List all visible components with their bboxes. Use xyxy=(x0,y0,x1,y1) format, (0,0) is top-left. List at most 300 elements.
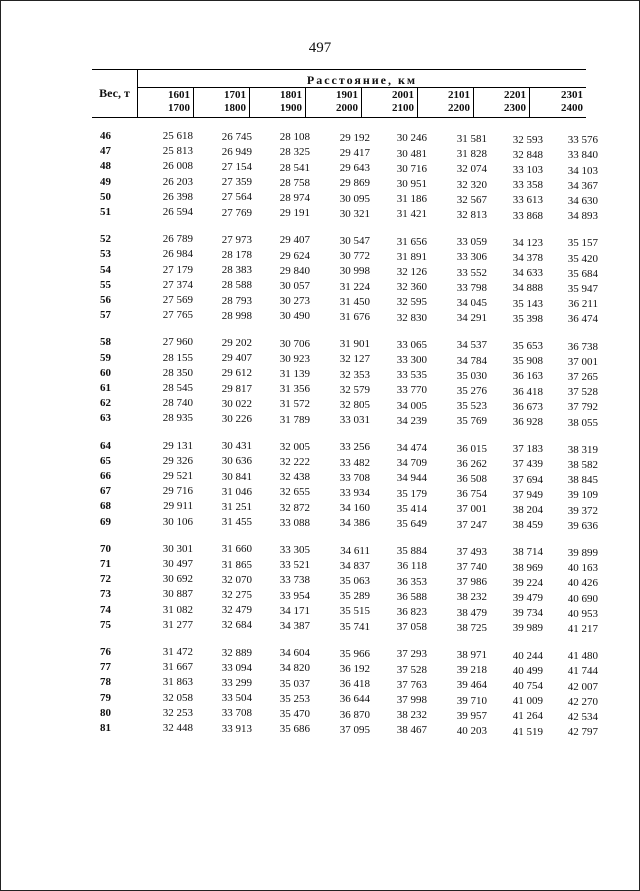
distance-header: Расстояние, км xyxy=(306,73,418,87)
range-to: 2000 xyxy=(336,102,358,114)
value-cell: 30 841 xyxy=(221,470,252,483)
value-cell: 35 157 xyxy=(567,237,598,250)
value-cell: 33 256 xyxy=(339,441,370,454)
value-cell: 39 734 xyxy=(512,607,543,620)
weight-cell: 68 xyxy=(100,500,111,513)
value-cell: 35 063 xyxy=(339,574,370,587)
weight-cell: 55 xyxy=(100,278,111,291)
value-cell: 31 676 xyxy=(339,310,370,323)
table-header xyxy=(92,69,586,118)
value-cell: 30 887 xyxy=(162,588,193,601)
table-row xyxy=(0,130,640,147)
value-cell: 30 692 xyxy=(162,573,193,586)
value-cell: 30 246 xyxy=(396,132,427,145)
value-cell: 38 582 xyxy=(567,458,598,471)
value-cell: 42 534 xyxy=(567,710,598,723)
value-cell: 32 848 xyxy=(512,148,543,161)
table-row xyxy=(0,558,640,575)
value-cell: 32 567 xyxy=(456,193,487,206)
value-cell: 35 649 xyxy=(396,517,427,530)
value-cell: 36 211 xyxy=(568,298,598,311)
value-cell: 37 095 xyxy=(339,723,370,736)
value-cell: 26 789 xyxy=(162,233,193,246)
value-cell: 41 009 xyxy=(512,695,543,708)
value-cell: 30 951 xyxy=(396,177,427,190)
weight-cell: 78 xyxy=(100,676,111,689)
distance-column-header xyxy=(530,88,586,117)
value-cell: 36 418 xyxy=(512,385,543,398)
value-cell: 39 464 xyxy=(456,679,487,692)
value-cell: 31 891 xyxy=(396,250,427,263)
table-row xyxy=(0,279,640,293)
table-row xyxy=(0,264,640,278)
value-cell: 29 840 xyxy=(279,264,310,277)
value-cell: 37 528 xyxy=(567,386,598,399)
value-cell: 34 103 xyxy=(567,164,598,177)
weight-cell: 61 xyxy=(100,382,111,394)
value-cell: 37 247 xyxy=(456,518,487,531)
value-cell: 29 131 xyxy=(162,439,193,452)
value-cell: 37 439 xyxy=(512,458,543,471)
value-cell: 41 519 xyxy=(512,725,543,738)
value-cell: 33 088 xyxy=(279,516,310,529)
value-cell: 33 031 xyxy=(339,414,370,427)
range-from: 2001 xyxy=(392,89,414,101)
weight-cell: 75 xyxy=(100,618,111,631)
value-cell: 28 325 xyxy=(279,146,310,159)
table-row xyxy=(0,516,640,530)
value-cell: 36 870 xyxy=(339,708,370,721)
value-cell: 33 482 xyxy=(339,456,370,469)
value-cell: 33 521 xyxy=(279,559,310,572)
value-cell: 38 319 xyxy=(567,443,598,456)
value-cell: 33 358 xyxy=(512,179,543,192)
value-cell: 27 154 xyxy=(221,160,252,173)
value-cell: 32 872 xyxy=(279,501,310,514)
table-row xyxy=(0,206,640,223)
value-cell: 33 059 xyxy=(456,236,487,249)
value-cell: 35 414 xyxy=(396,502,427,515)
value-cell: 33 708 xyxy=(339,471,370,484)
value-cell: 37 986 xyxy=(456,576,487,589)
weight-cell: 79 xyxy=(100,691,111,704)
value-cell: 30 772 xyxy=(339,250,370,263)
weight-cell: 66 xyxy=(100,470,111,482)
value-cell: 33 868 xyxy=(512,209,543,222)
value-cell: 36 754 xyxy=(456,488,487,501)
table-row xyxy=(0,145,640,162)
value-cell: 34 604 xyxy=(279,647,310,660)
range-to: 2200 xyxy=(448,102,470,114)
value-cell: 28 178 xyxy=(221,248,252,261)
weight-cell: 77 xyxy=(100,661,111,674)
value-cell: 29 407 xyxy=(221,352,252,365)
value-cell: 25 618 xyxy=(162,130,193,142)
value-cell: 33 305 xyxy=(279,543,310,556)
value-cell: 35 947 xyxy=(567,282,598,295)
weight-cell: 65 xyxy=(100,454,111,467)
value-cell: 34 367 xyxy=(567,179,598,192)
distance-column-header xyxy=(250,88,306,117)
value-cell: 29 612 xyxy=(221,367,252,380)
table-row xyxy=(0,588,640,605)
value-cell: 33 306 xyxy=(456,251,487,264)
value-cell: 33 065 xyxy=(396,338,427,351)
value-cell: 37 694 xyxy=(512,473,543,486)
value-cell: 26 008 xyxy=(162,160,193,173)
value-cell: 29 202 xyxy=(221,336,252,349)
weight-cell: 50 xyxy=(100,190,111,203)
value-cell: 30 321 xyxy=(339,207,370,220)
value-cell: 31 581 xyxy=(456,133,487,145)
range-to: 2100 xyxy=(392,102,414,114)
value-cell: 42 797 xyxy=(567,726,598,739)
value-cell: 33 504 xyxy=(221,692,252,705)
weight-cell: 67 xyxy=(100,485,111,498)
value-cell: 29 326 xyxy=(162,454,193,467)
value-cell: 33 934 xyxy=(339,486,370,499)
value-cell: 29 624 xyxy=(279,249,310,262)
value-cell: 27 359 xyxy=(221,176,252,189)
value-cell: 32 353 xyxy=(339,368,370,381)
table-row xyxy=(0,707,640,721)
range-from: 1801 xyxy=(280,89,302,101)
value-cell: 31 356 xyxy=(279,383,310,396)
value-cell: 41 217 xyxy=(567,622,598,635)
value-cell: 33 913 xyxy=(221,722,252,735)
value-cell: 36 015 xyxy=(456,442,487,455)
value-cell: 34 239 xyxy=(396,414,427,427)
value-cell: 32 253 xyxy=(162,706,193,719)
value-cell: 35 908 xyxy=(512,355,543,368)
value-cell: 39 109 xyxy=(567,489,598,502)
range-from: 2101 xyxy=(448,89,470,101)
value-cell: 40 426 xyxy=(567,577,598,590)
value-cell: 36 474 xyxy=(567,313,598,326)
value-cell: 31 224 xyxy=(339,280,370,293)
value-cell: 31 421 xyxy=(396,208,427,221)
table-row xyxy=(0,573,640,590)
value-cell: 29 417 xyxy=(339,146,370,159)
value-cell: 36 118 xyxy=(397,560,427,573)
value-cell: 34 893 xyxy=(567,210,598,223)
value-cell: 31 472 xyxy=(162,646,193,658)
weight-cell: 54 xyxy=(100,263,111,276)
value-cell: 26 203 xyxy=(162,175,193,188)
value-cell: 38 459 xyxy=(512,519,543,532)
value-cell: 33 840 xyxy=(567,149,598,162)
weight-cell: 59 xyxy=(100,351,111,364)
weight-cell: 47 xyxy=(100,145,111,158)
value-cell: 38 232 xyxy=(456,591,487,604)
value-cell: 40 690 xyxy=(567,592,598,605)
value-cell: 32 275 xyxy=(221,588,252,601)
value-cell: 32 595 xyxy=(396,296,427,309)
value-cell: 38 467 xyxy=(396,724,427,737)
value-cell: 28 935 xyxy=(162,412,193,425)
value-cell: 31 251 xyxy=(221,500,252,513)
distance-column-header xyxy=(474,88,530,117)
range-to: 1900 xyxy=(280,102,302,114)
value-cell: 29 869 xyxy=(339,177,370,190)
value-cell: 29 191 xyxy=(279,207,310,220)
value-cell: 37 001 xyxy=(567,355,598,368)
value-cell: 27 973 xyxy=(221,233,252,246)
value-cell: 34 611 xyxy=(340,544,370,557)
value-cell: 41 264 xyxy=(512,710,543,723)
value-cell: 40 754 xyxy=(512,679,543,692)
value-cell: 32 830 xyxy=(396,311,427,324)
value-cell: 32 058 xyxy=(162,691,193,704)
value-cell: 33 954 xyxy=(279,589,310,602)
value-cell: 34 944 xyxy=(396,472,427,485)
distance-column-header xyxy=(418,88,474,117)
value-cell: 35 884 xyxy=(396,545,427,558)
weight-cell: 70 xyxy=(100,542,111,555)
value-cell: 31 901 xyxy=(339,338,370,351)
weight-cell: 58 xyxy=(100,336,111,349)
weight-cell: 80 xyxy=(100,706,111,719)
value-cell: 36 418 xyxy=(339,678,370,691)
value-cell: 40 244 xyxy=(512,649,543,662)
value-cell: 25 813 xyxy=(162,145,193,158)
value-cell: 37 792 xyxy=(567,401,598,414)
table-row xyxy=(0,676,640,693)
value-cell: 30 226 xyxy=(221,412,252,425)
value-cell: 27 765 xyxy=(162,309,193,322)
table-row xyxy=(0,367,640,381)
value-cell: 41 744 xyxy=(567,665,598,678)
value-cell: 35 523 xyxy=(456,400,487,413)
value-cell: 34 291 xyxy=(456,312,487,325)
value-cell: 39 218 xyxy=(456,664,487,677)
value-cell: 26 745 xyxy=(221,130,252,143)
value-cell: 27 179 xyxy=(162,263,193,276)
value-cell: 27 569 xyxy=(162,294,193,306)
value-cell: 34 005 xyxy=(396,399,427,412)
page-number: 497 xyxy=(308,40,332,56)
value-cell: 26 398 xyxy=(162,190,193,203)
weight-cell: 69 xyxy=(100,515,111,528)
value-cell: 37 528 xyxy=(396,663,427,676)
table-row xyxy=(0,500,640,517)
weight-cell: 49 xyxy=(100,175,111,188)
value-cell: 32 074 xyxy=(456,163,487,176)
value-cell: 39 479 xyxy=(512,591,543,604)
value-cell: 28 545 xyxy=(162,382,193,394)
value-cell: 26 984 xyxy=(162,248,193,261)
value-cell: 31 186 xyxy=(396,193,427,206)
weight-cell: 81 xyxy=(100,722,111,734)
value-cell: 26 949 xyxy=(221,145,252,158)
value-cell: 32 579 xyxy=(339,383,370,396)
value-cell: 38 845 xyxy=(567,474,598,487)
value-cell: 32 360 xyxy=(396,281,427,294)
value-cell: 28 383 xyxy=(221,264,252,277)
value-cell: 38 479 xyxy=(456,606,487,619)
value-cell: 32 005 xyxy=(279,440,310,453)
value-cell: 33 103 xyxy=(512,163,543,176)
weight-cell: 76 xyxy=(100,646,111,658)
value-cell: 27 564 xyxy=(221,191,252,204)
value-cell: 37 998 xyxy=(396,693,427,706)
value-cell: 39 957 xyxy=(456,709,487,722)
value-cell: 35 289 xyxy=(339,590,370,603)
value-cell: 37 001 xyxy=(456,503,487,516)
value-cell: 35 030 xyxy=(456,369,487,382)
value-cell: 31 865 xyxy=(221,558,252,571)
value-cell: 31 828 xyxy=(456,148,487,161)
value-cell: 38 725 xyxy=(456,621,487,634)
table-row xyxy=(0,382,640,399)
value-cell: 29 817 xyxy=(221,382,252,395)
value-cell: 37 949 xyxy=(512,488,543,501)
value-cell: 32 684 xyxy=(221,619,252,632)
value-cell: 32 805 xyxy=(339,398,370,411)
value-cell: 31 789 xyxy=(279,413,310,426)
weight-cell: 63 xyxy=(100,412,111,425)
weight-cell: 57 xyxy=(100,309,111,322)
value-cell: 33 535 xyxy=(396,369,427,382)
value-cell: 41 480 xyxy=(567,650,598,663)
value-cell: 29 192 xyxy=(339,131,370,144)
value-cell: 37 740 xyxy=(456,561,487,573)
value-cell: 34 633 xyxy=(512,267,543,280)
weight-cell: 72 xyxy=(100,573,111,586)
value-cell: 31 455 xyxy=(221,516,252,529)
value-cell: 34 630 xyxy=(567,194,598,207)
value-cell: 30 716 xyxy=(396,162,427,175)
value-cell: 28 974 xyxy=(279,191,310,204)
value-cell: 35 253 xyxy=(279,692,310,705)
value-cell: 31 046 xyxy=(221,485,252,498)
value-cell: 32 813 xyxy=(456,209,487,221)
table-row xyxy=(0,412,640,429)
distance-column-header xyxy=(362,88,418,117)
table-row xyxy=(0,294,640,311)
weight-column-header: Вес, т xyxy=(99,86,130,100)
value-cell: 35 470 xyxy=(279,707,310,720)
value-cell: 35 684 xyxy=(567,267,598,280)
value-cell: 29 407 xyxy=(279,234,310,247)
value-cell: 40 499 xyxy=(512,664,543,677)
value-cell: 36 673 xyxy=(512,400,543,413)
value-cell: 38 971 xyxy=(456,649,487,661)
table-row xyxy=(0,397,640,414)
value-cell: 32 127 xyxy=(339,353,370,366)
value-cell: 31 667 xyxy=(162,661,193,674)
value-cell: 37 493 xyxy=(456,545,487,558)
table-row xyxy=(0,248,640,265)
value-cell: 39 636 xyxy=(567,519,598,532)
value-cell: 30 022 xyxy=(221,397,252,410)
value-cell: 36 192 xyxy=(339,662,370,675)
table-row xyxy=(0,619,640,633)
value-cell: 34 820 xyxy=(279,662,310,675)
value-cell: 38 714 xyxy=(512,546,543,559)
value-cell: 36 353 xyxy=(396,575,427,588)
value-cell: 37 293 xyxy=(396,648,427,661)
value-cell: 33 708 xyxy=(221,707,252,720)
value-cell: 35 686 xyxy=(279,723,310,736)
value-cell: 32 320 xyxy=(456,178,487,191)
value-cell: 29 911 xyxy=(163,500,193,513)
value-cell: 33 300 xyxy=(396,353,427,366)
value-cell: 39 899 xyxy=(567,546,598,559)
value-cell: 42 007 xyxy=(567,680,598,693)
value-cell: 38 969 xyxy=(512,561,543,574)
value-cell: 34 160 xyxy=(339,502,370,515)
value-cell: 42 270 xyxy=(567,695,598,708)
table-row xyxy=(0,604,640,618)
value-cell: 31 660 xyxy=(221,543,252,556)
value-cell: 30 923 xyxy=(279,352,310,365)
value-cell: 30 273 xyxy=(279,295,310,308)
value-cell: 33 552 xyxy=(456,266,487,279)
value-cell: 30 998 xyxy=(339,265,370,278)
value-cell: 36 163 xyxy=(512,370,543,383)
value-cell: 38 232 xyxy=(396,709,427,722)
value-cell: 34 888 xyxy=(512,282,543,295)
value-cell: 33 738 xyxy=(279,574,310,587)
value-cell: 36 644 xyxy=(339,693,370,706)
value-cell: 34 386 xyxy=(339,517,370,530)
table-row xyxy=(0,309,640,326)
value-cell: 33 613 xyxy=(512,194,543,207)
value-cell: 32 070 xyxy=(221,573,252,586)
value-cell: 31 450 xyxy=(339,295,370,308)
value-cell: 29 716 xyxy=(162,485,193,498)
value-cell: 39 989 xyxy=(512,622,543,635)
value-cell: 39 372 xyxy=(567,504,598,517)
value-cell: 31 572 xyxy=(279,398,310,411)
value-cell: 38 055 xyxy=(567,416,598,429)
value-cell: 35 143 xyxy=(512,297,543,310)
value-cell: 40 163 xyxy=(567,562,598,575)
value-cell: 36 823 xyxy=(396,605,427,618)
value-cell: 37 763 xyxy=(396,678,427,691)
value-cell: 32 126 xyxy=(396,265,427,278)
value-cell: 33 094 xyxy=(221,661,252,674)
value-cell: 39 224 xyxy=(512,576,543,589)
value-cell: 34 171 xyxy=(279,604,310,617)
range-to: 1800 xyxy=(224,102,246,114)
table-row xyxy=(0,646,640,663)
value-cell: 37 058 xyxy=(396,621,427,634)
value-cell: 36 508 xyxy=(456,473,487,485)
value-cell: 28 108 xyxy=(279,131,310,144)
value-cell: 31 139 xyxy=(279,367,310,380)
value-cell: 28 588 xyxy=(221,279,252,292)
weight-cell: 71 xyxy=(100,558,111,570)
weight-cell: 48 xyxy=(100,160,111,173)
table-row xyxy=(0,455,640,469)
value-cell: 28 541 xyxy=(279,161,310,174)
value-cell: 34 709 xyxy=(396,457,427,470)
value-cell: 31 656 xyxy=(396,235,427,248)
table-row xyxy=(0,233,640,250)
value-cell: 40 203 xyxy=(456,725,487,737)
value-cell: 32 593 xyxy=(512,133,543,146)
value-cell: 27 374 xyxy=(162,278,193,291)
value-cell: 40 953 xyxy=(567,607,598,620)
value-cell: 34 123 xyxy=(512,236,543,249)
value-cell: 36 262 xyxy=(456,457,487,470)
value-cell: 34 387 xyxy=(279,619,310,632)
value-cell: 30 490 xyxy=(279,310,310,323)
weight-cell: 53 xyxy=(100,248,111,261)
value-cell: 35 966 xyxy=(339,647,370,660)
